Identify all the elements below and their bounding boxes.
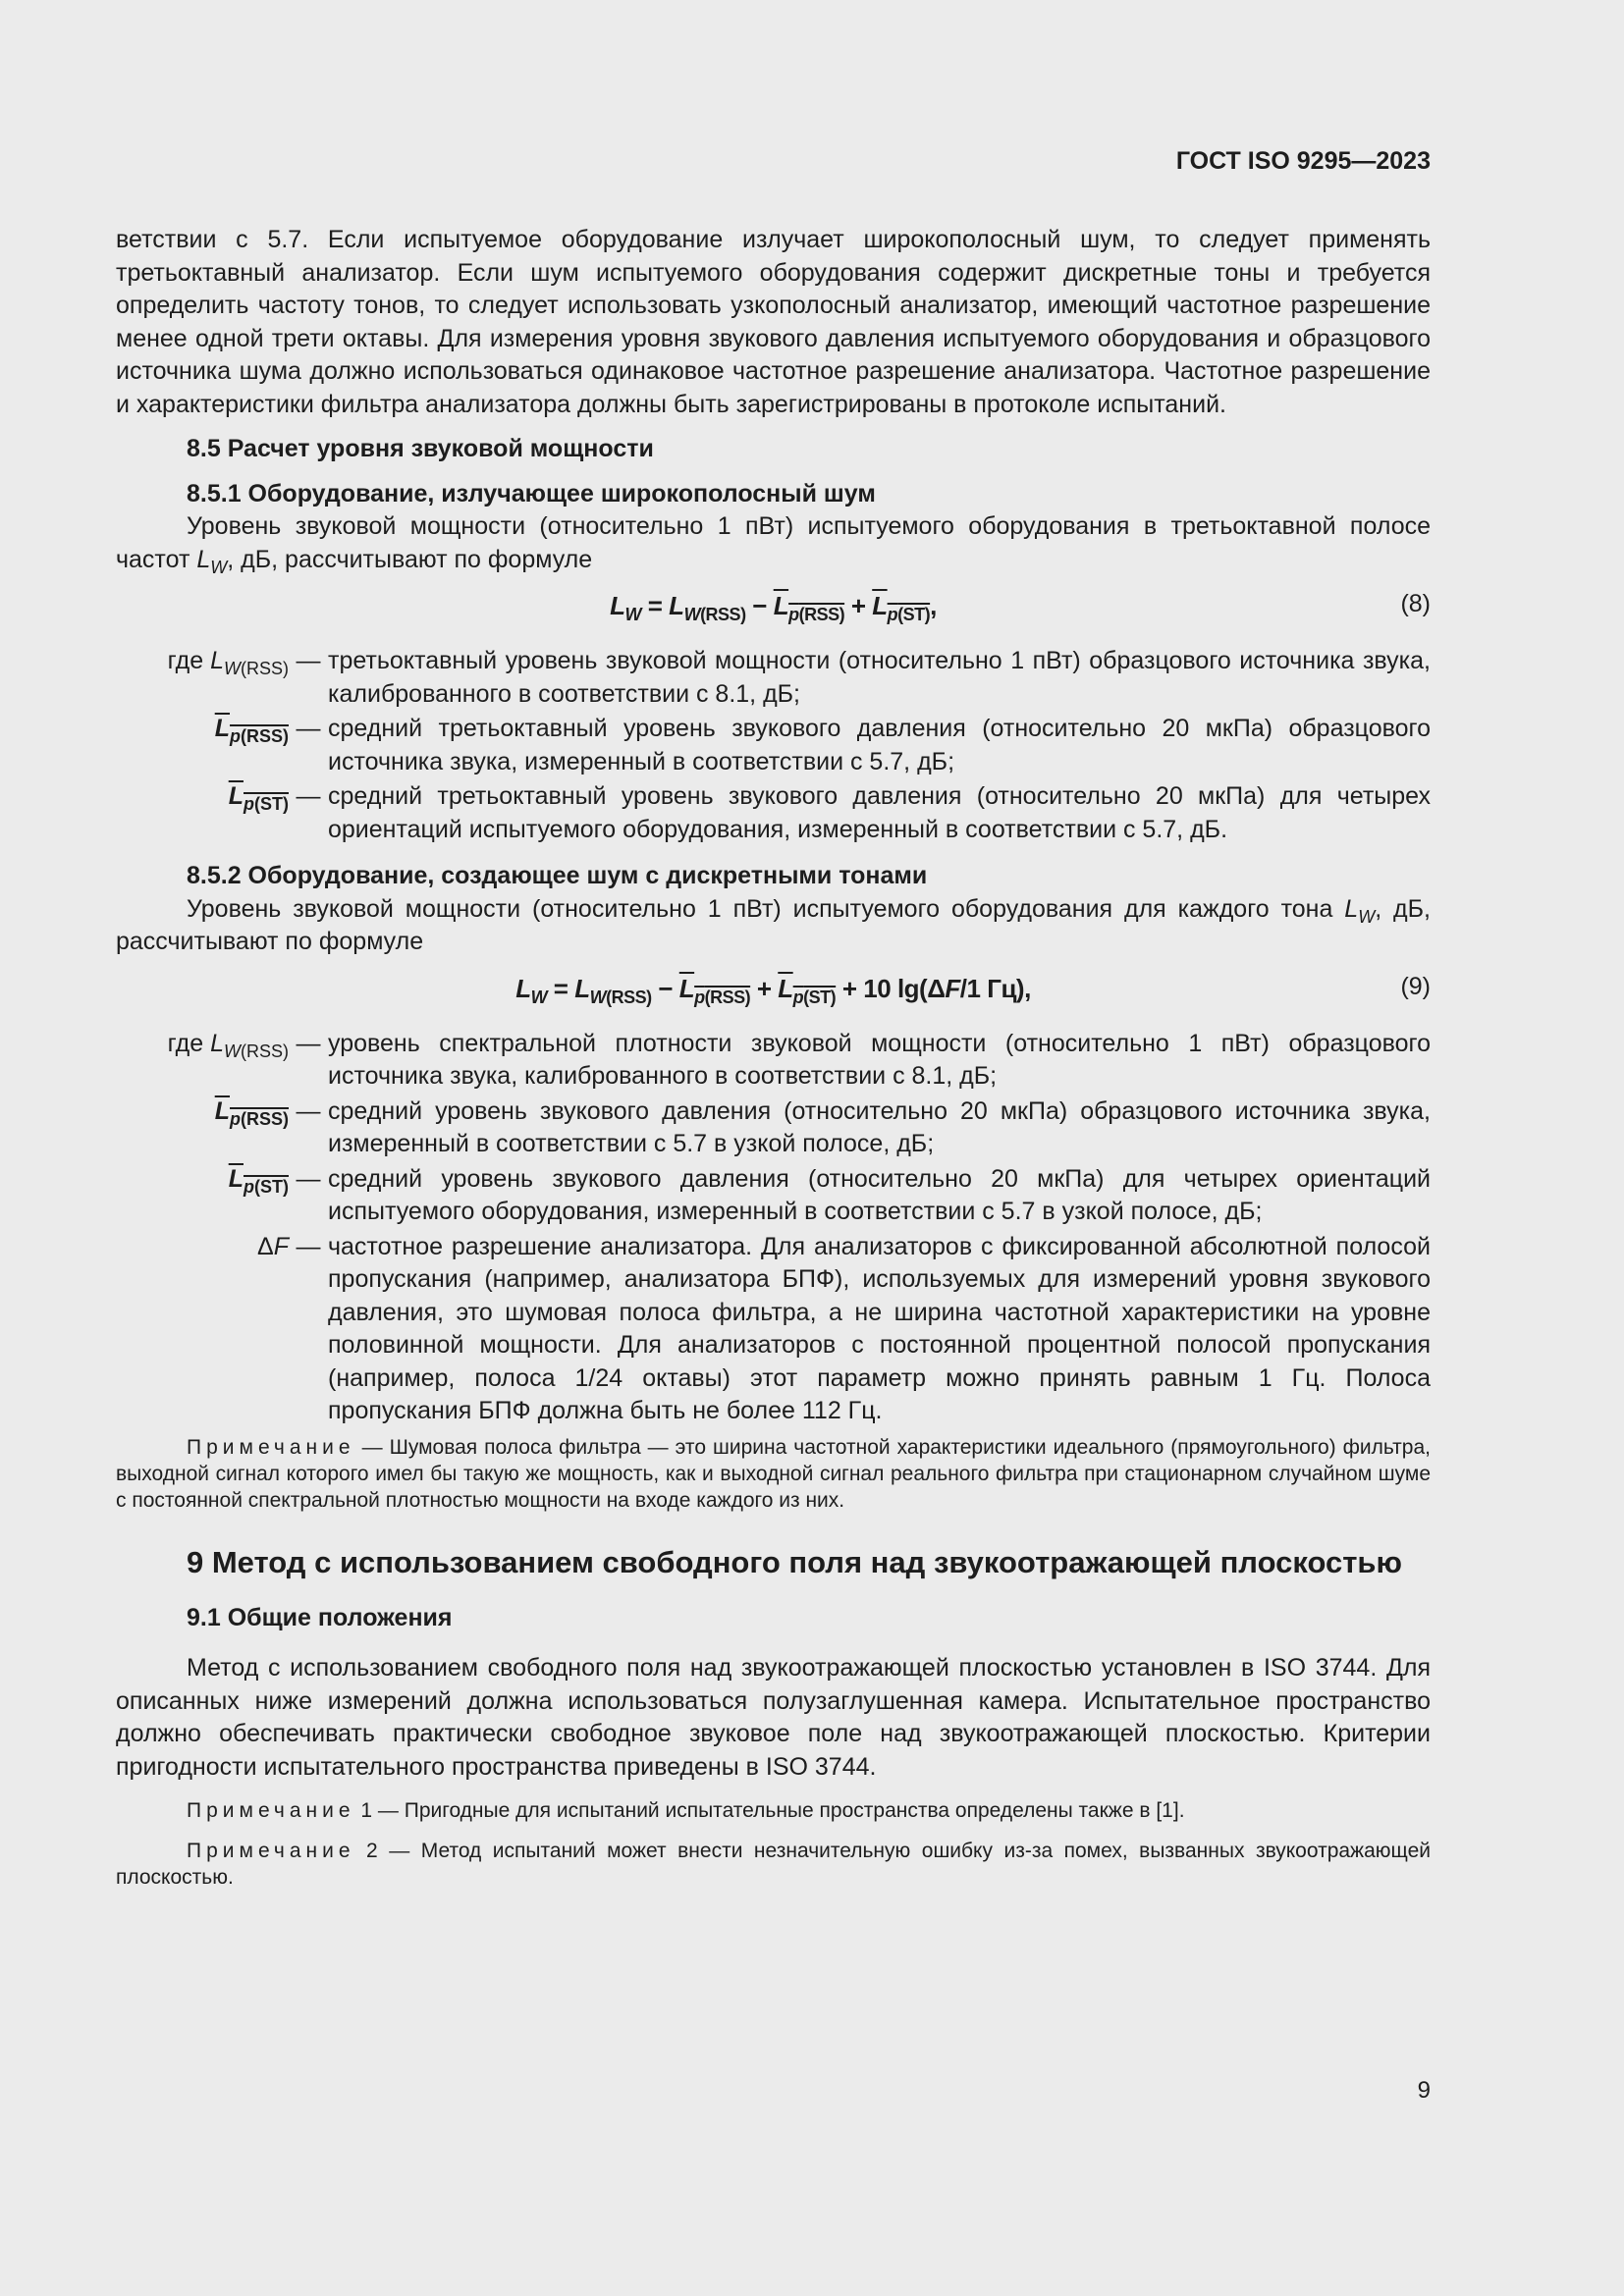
variable-description: средний третьоктавный уровень звукового давления (относительно 20 мкПа) образцового источника звука, измеренный в соответствии с 5.7, дБ; [328,715,1431,775]
variable-symbol: $L_{p(ST)}$ [228,1164,289,1197]
variable-description: средний уровень звукового давления (относительно 20 мкПа) образцового источника звука, измеренный в соответствии с 5.7 в узкой полосе, дБ; [328,1096,1431,1157]
paragraph: Метод с использованием свободного поля над звукоотражающей плоскостью установлен в ISO 3744. Для описанных ниже измерений должна использоваться полузаглушенная камера. Испытательное пространство должно обеспечивать практически свободное звуковое поле над звукоотражающей плоскостью. Критерии пригодности испытательного пространства приведены в ISO 3744. [116,1654,1431,1781]
dash: — [296,715,321,742]
variable-symbol: $L_{p(RSS)}$ [214,1096,289,1129]
section-heading-9-1: 9.1 Общие положения [187,1603,453,1631]
dash: — [296,1232,321,1260]
document-body [116,224,1431,1891]
variable-symbol: ΔF [257,1232,289,1260]
variable-description: средний третьоктавный уровень звукового давления (относительно 20 мкПа) для четырех ориентаций испытуемого оборудования, измеренный в соответствии с 5.7, дБ. [328,782,1431,843]
section-heading-8-5-2: 8.5.2 Оборудование, создающее шум с дискретными тонами [187,862,928,889]
variable-symbol: $L_{p(RSS)}$ [214,715,289,746]
section-heading-8-5: 8.5 Расчет уровня звуковой мощности [187,435,654,462]
variable-symbol: где $L_{W(RSS)}$ [167,647,289,678]
section-heading-8-5-1: 8.5.1 Оборудование, излучающее широкополосный шум [187,479,876,507]
variable-symbol: где $L_{W(RSS)}$ [167,1029,289,1061]
variable-list [116,645,1431,848]
note: Примечание 2 — Метод испытаний может внести незначительную ошибку из-за помех, вызванных звукоотражающей плоскостью. [116,1840,1431,1889]
section-heading-9: 9 Метод с использованием свободного поля над звукоотражающей плоскостью [187,1544,1402,1579]
page-number: 9 [1417,2077,1431,2104]
variable-list [116,1028,1431,1430]
note: Примечание 1 — Пригодные для испытаний испытательные пространства определены также в [1]. [187,1799,1185,1822]
formula-9 [116,963,1431,1024]
dash: — [296,782,321,810]
variable-symbol: $L_{p(ST)}$ [228,782,289,814]
formula-expression: $L_W = L_{W(RSS)} - L_{p(RSS)} + L_{p(ST)}$, [610,591,937,624]
paragraph: ветствии с 5.7. Если испытуемое оборудование излучает широкополосный шум, то следует применять третьоктавный анализатор. Если шум испытуемого оборудования содержит дискретные тоны и требуется определить частоту тонов, то следует использовать узкополосный анализатор, имеющий частотное разрешение менее одной трети октавы. Для измерения уровня звукового давления испытуемого оборудования и образцового источника шума должно использоваться одинаковое частотное разрешение анализатора. Частотное разрешение и характеристики фильтра анализатора должны быть зарегистрированы в протоколе испытаний. [116,226,1431,418]
document-header: ГОСТ ISO 9295—2023 [1175,147,1431,175]
dash: — [296,1096,321,1125]
document-page [116,0,1431,2296]
paragraph: Уровень звуковой мощности (относительно 1 пВт) испытуемого оборудования для каждого тона $L_W$, дБ, рассчитывают по формуле [116,894,1431,955]
variable-description: уровень спектральной плотности звуковой мощности (относительно 1 пВт) образцового источника звука, калиброванного в соответствии с 8.1, дБ; [328,1029,1431,1090]
variable-description: третьоктавный уровень звуковой мощности (относительно 1 пВт) образцового источника звука, калиброванного в соответствии с 8.1, дБ; [328,647,1431,708]
dash: — [296,1164,321,1193]
formula-number: (9) [1400,972,1431,1000]
paragraph: Уровень звуковой мощности (относительно 1 пВт) испытуемого оборудования в третьоктавной полосе частот $L_W$, дБ, рассчитывают по формуле [116,512,1431,577]
note: Примечание — Шумовая полоса фильтра — это ширина частотной характеристики идеального (прямоугольного) фильтра, выходной сигнал которого имел бы такую же мощность, как и выходной сигнал реального фильтра при стационарном случайном шуме с постоянной спектральной плотностью мощности на входе каждого из них. [116,1435,1431,1512]
variable-description: частотное разрешение анализатора. Для анализаторов с фиксированной абсолютной полосой пропускания (например, анализатора БПФ), используемых для измерений уровня звукового давления, это шумовая полоса фильтра, а не ширина частотной характеристики на уровне половинной мощности. Для анализаторов с постоянной процентной полосой пропускания (например, полоса 1/24 октавы) этот параметр можно принять равным 1 Гц. Полоса пропускания БПФ должна быть не более 112 Гц. [328,1232,1431,1424]
formula-number: (8) [1400,590,1431,617]
formula-8 [116,580,1431,641]
dash: — [296,647,321,674]
dash: — [296,1029,321,1057]
variable-description: средний уровень звукового давления (относительно 20 мкПа) для четырех ориентаций испытуемого оборудования, измеренный в соответствии с 5.7 в узкой полосе, дБ; [328,1164,1431,1225]
formula-expression: $L_W = L_{W(RSS)} - L_{p(RSS)} + L_{p(ST)} + 10$ lg(ΔF/1 Гц), [515,973,1031,1007]
